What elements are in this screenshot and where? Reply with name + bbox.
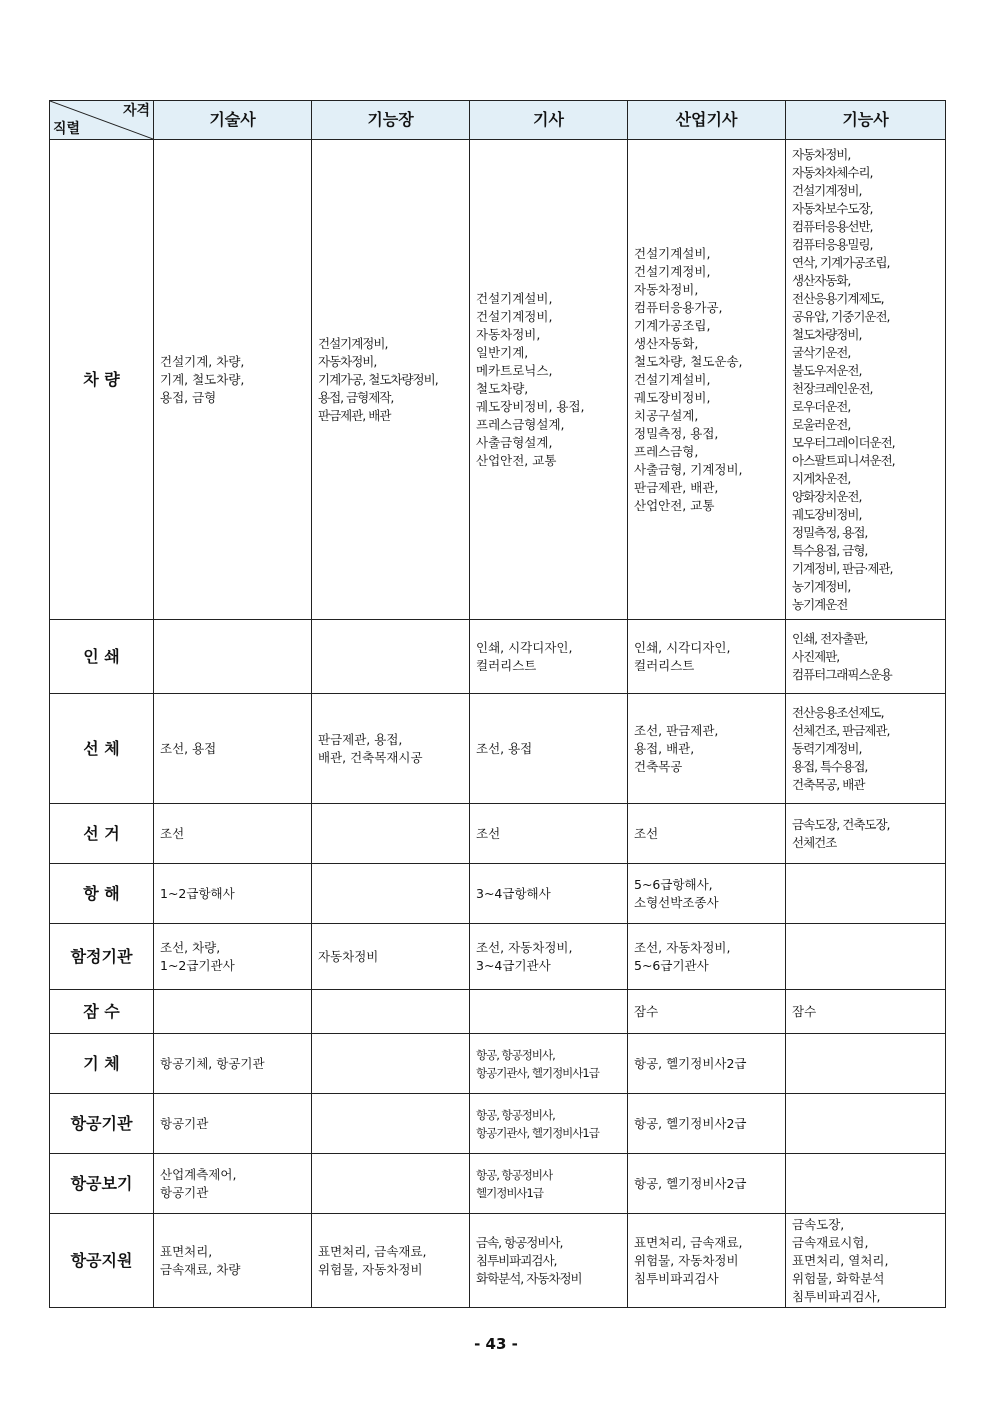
table-cell: [154, 990, 312, 1034]
table-row: [50, 924, 946, 990]
table-cell: 조선: [154, 804, 312, 864]
row-label: 항 해: [50, 864, 154, 924]
row-label: 항공기관: [50, 1094, 154, 1154]
table-cell: [470, 990, 628, 1034]
column-header: 기능사: [786, 101, 946, 140]
table-cell: 조선, 차량, 1~2급기관사: [154, 924, 312, 990]
table-row: [50, 1094, 946, 1154]
table-cell: [312, 804, 470, 864]
row-label: 항공지원: [50, 1214, 154, 1308]
table-cell: 항공, 항공정비사, 항공기관사, 헬기정비사1급: [470, 1094, 628, 1154]
row-label: 선 거: [50, 804, 154, 864]
table-cell: 표면처리, 금속재료, 위험물, 자동차정비: [312, 1214, 470, 1308]
table-cell: [312, 990, 470, 1034]
table-cell: 항공기관: [154, 1094, 312, 1154]
column-header: 기사: [470, 101, 628, 140]
table-cell: [312, 1094, 470, 1154]
column-header: 기술사: [154, 101, 312, 140]
table-row: [50, 1034, 946, 1094]
table-cell: 인쇄, 전자출판, 사진제판, 컴퓨터그래픽스운용: [786, 620, 946, 694]
table-cell: 건설기계설비, 건설기계정비, 자동차정비, 컴퓨터응용가공, 기계가공조립, 생산자동화, 철도차량, 철도운송, 건설기계설비, 궤도장비정비, 치공구설계, 정밀측정, 용접, 프레스금형, 사출금형, 기계정비, 판금제관, 배관, 산업안전, 교통: [628, 140, 786, 620]
table-cell: 인쇄, 시각디자인, 컬러리스트: [628, 620, 786, 694]
row-label: 항공보기: [50, 1154, 154, 1214]
table-cell: 조선: [470, 804, 628, 864]
table-cell: 1~2급항해사: [154, 864, 312, 924]
row-label: 잠 수: [50, 990, 154, 1034]
table-row: [50, 1214, 946, 1308]
table-row: [50, 694, 946, 804]
table-cell: [786, 1034, 946, 1094]
table-row: [50, 804, 946, 864]
table-cell: 인쇄, 시각디자인, 컬러리스트: [470, 620, 628, 694]
row-label: 인 쇄: [50, 620, 154, 694]
table-cell: 항공, 헬기정비사2급: [628, 1034, 786, 1094]
table-cell: 5~6급항해사, 소형선박조종사: [628, 864, 786, 924]
row-label: 함정기관: [50, 924, 154, 990]
row-label: 기 체: [50, 1034, 154, 1094]
corner-bottom-label: 직렬: [53, 121, 81, 137]
table-cell: 항공, 항공정비사 헬기정비사1급: [470, 1154, 628, 1214]
table-cell: 표면처리, 금속재료, 차량: [154, 1214, 312, 1308]
table-cell: [786, 1094, 946, 1154]
table-cell: 항공기체, 항공기관: [154, 1034, 312, 1094]
qualification-table: [49, 100, 946, 1308]
table-cell: 항공, 항공정비사, 항공기관사, 헬기정비사1급: [470, 1034, 628, 1094]
table-cell: 건설기계, 차량, 기계, 철도차량, 용접, 금형: [154, 140, 312, 620]
table-cell: 산업계측제어, 항공기관: [154, 1154, 312, 1214]
table-cell: 금속도장, 금속재료시험, 표면처리, 열처리, 위험물, 화학분석 침투비파괴검사,: [786, 1214, 946, 1308]
table-cell: 자동차정비: [312, 924, 470, 990]
page-number: - 43 -: [474, 1335, 518, 1353]
column-header: 기능장: [312, 101, 470, 140]
table-cell: 조선, 용접: [154, 694, 312, 804]
table-cell: 전산응용조선제도, 선체건조, 판금제관, 동력기계정비, 용접, 특수용접, 건축목공, 배관: [786, 694, 946, 804]
table-cell: 금속, 항공정비사, 침투비파괴검사, 화학분석, 자동차정비: [470, 1214, 628, 1308]
table-cell: 잠수: [786, 990, 946, 1034]
table-cell: 표면처리, 금속재료, 위험물, 자동차정비 침투비파괴검사: [628, 1214, 786, 1308]
table-row: [50, 1154, 946, 1214]
table-cell: [312, 1034, 470, 1094]
table-cell: 조선, 자동차정비, 5~6급기관사: [628, 924, 786, 990]
header-row: [50, 101, 946, 140]
table-row: [50, 620, 946, 694]
table-cell: [312, 1154, 470, 1214]
table-cell: [786, 1154, 946, 1214]
table-cell: 조선, 자동차정비, 3~4급기관사: [470, 924, 628, 990]
table-cell: 건설기계설비, 건설기계정비, 자동차정비, 일반기계, 메카트로닉스, 철도차량, 궤도장비정비, 용접, 프레스금형설계, 사출금형설계, 산업안전, 교통: [470, 140, 628, 620]
table-cell: 잠수: [628, 990, 786, 1034]
table-row: [50, 990, 946, 1034]
corner-top-label: 자격: [122, 103, 150, 119]
table-cell: 항공, 헬기정비사2급: [628, 1094, 786, 1154]
row-label: 차 량: [50, 140, 154, 620]
table-cell: 자동차정비, 자동차차체수리, 건설기계정비, 자동차보수도장, 컴퓨터응용선반, 컴퓨터응용밀링, 연삭, 기계가공조립, 생산자동화, 전산응용기계제도, 공유압, 기중기운전, 철도차량정비, 굴삭기운전, 불도우저운전, 천장크레인운전, 로우더운전, 로울러운전, 모우터그레이더운전, 아스팔트피니셔운전, 지게차운전, 양화장치운전, 궤도장비정비, 정밀측정, 용접, 특수용접, 금형, 기계정비, 판금·제관, 농기계정비, 농기계운전: [786, 140, 946, 620]
table-cell: [312, 620, 470, 694]
table-row: [50, 140, 946, 620]
table-cell: [154, 620, 312, 694]
table-cell: 조선, 용접: [470, 694, 628, 804]
table-cell: [786, 864, 946, 924]
table-cell: 3~4급항해사: [470, 864, 628, 924]
table-cell: [786, 924, 946, 990]
column-header: 산업기사: [628, 101, 786, 140]
table-cell: [312, 864, 470, 924]
table-cell: 금속도장, 건축도장, 선체건조: [786, 804, 946, 864]
table-row: [50, 864, 946, 924]
table-cell: 건설기계정비, 자동차정비, 기계가공, 철도차량정비, 용접, 금형제작, 판금제관, 배관: [312, 140, 470, 620]
corner-header: [50, 101, 154, 140]
row-label: 선 체: [50, 694, 154, 804]
table-cell: 항공, 헬기정비사2급: [628, 1154, 786, 1214]
table-cell: 판금제관, 용접, 배관, 건축목재시공: [312, 694, 470, 804]
table-cell: 조선, 판금제관, 용접, 배관, 건축목공: [628, 694, 786, 804]
table-cell: 조선: [628, 804, 786, 864]
